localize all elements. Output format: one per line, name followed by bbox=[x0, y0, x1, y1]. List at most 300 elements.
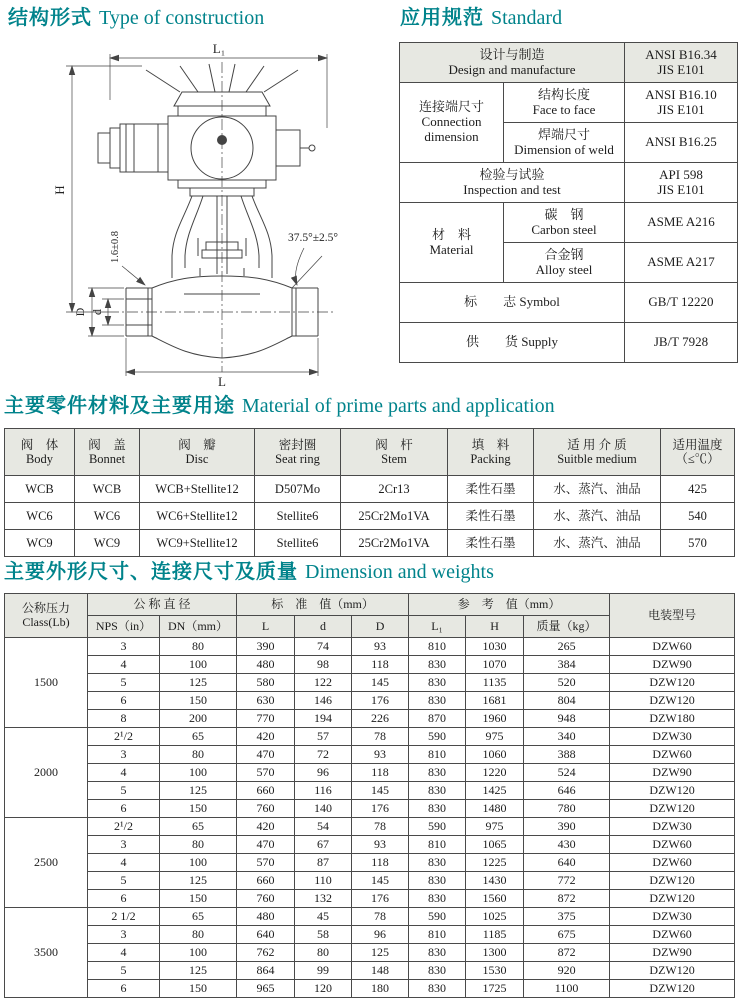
dim-cell: 1300 bbox=[466, 944, 524, 962]
dim-cell: 660 bbox=[237, 782, 295, 800]
dim-cell: 1480 bbox=[466, 800, 524, 818]
material-table bbox=[4, 428, 735, 557]
dim-cell: 975 bbox=[466, 728, 524, 746]
electric-actuator bbox=[158, 106, 315, 180]
std-inspection-value: API 598 JIS E101 bbox=[625, 163, 738, 203]
construction-section-title bbox=[8, 8, 264, 28]
dim-cell: 125 bbox=[160, 674, 237, 692]
dim-class-cell: 2000 bbox=[5, 728, 88, 818]
dim-cell: 640 bbox=[237, 926, 295, 944]
mat-cell: WCB bbox=[5, 476, 75, 503]
mat-header-bonnet: 阀 盖 Bonnet bbox=[75, 429, 140, 476]
material-title-zh: 主要零件材料及主要用途 bbox=[4, 395, 235, 417]
mat-cell: Stellite6 bbox=[255, 530, 341, 557]
dim-label-bevel-angle: 37.5°±2.5° bbox=[287, 232, 339, 244]
dimension-title-zh: 主要外形尺寸、连接尺寸及质量 bbox=[4, 561, 298, 583]
dimension-row bbox=[5, 926, 735, 944]
dim-cell: 810 bbox=[409, 746, 466, 764]
dim-cell: 8 bbox=[88, 710, 160, 728]
dim-cell: 78 bbox=[352, 818, 409, 836]
mat-header-body: 阀 体 Body bbox=[5, 429, 75, 476]
dim-cell: 100 bbox=[160, 656, 237, 674]
dim-header-actuator-model: 电装型号 bbox=[610, 594, 735, 638]
dim-cell: 87 bbox=[295, 854, 352, 872]
dimension-row bbox=[5, 674, 735, 692]
std-carbon-value: ASME A216 bbox=[625, 203, 738, 243]
std-inspection-label: 检验与试验 Inspection and test bbox=[400, 163, 625, 203]
dim-cell: 4 bbox=[88, 656, 160, 674]
mat-cell: WC9 bbox=[75, 530, 140, 557]
dimension-header-row bbox=[5, 594, 735, 616]
dim-cell: 148 bbox=[352, 962, 409, 980]
dimension-row bbox=[5, 872, 735, 890]
dim-cell: 80 bbox=[160, 926, 237, 944]
dim-cell: 520 bbox=[524, 674, 610, 692]
dim-cell: 675 bbox=[524, 926, 610, 944]
dimension-title-en: Dimension and weights bbox=[305, 561, 494, 583]
dim-cell: DZW60 bbox=[610, 854, 735, 872]
mat-cell: 2Cr13 bbox=[341, 476, 448, 503]
dim-cell: 1025 bbox=[466, 908, 524, 926]
dim-cell: 118 bbox=[352, 656, 409, 674]
mat-cell: WC6+Stellite12 bbox=[140, 503, 255, 530]
dim-cell: DZW60 bbox=[610, 926, 735, 944]
dim-cell: 1725 bbox=[466, 980, 524, 998]
dimension-row bbox=[5, 944, 735, 962]
dim-cell: 176 bbox=[352, 692, 409, 710]
mat-cell: WCB bbox=[75, 476, 140, 503]
dimension-row bbox=[5, 782, 735, 800]
table-row bbox=[400, 283, 738, 323]
dim-cell: 388 bbox=[524, 746, 610, 764]
table-row bbox=[400, 43, 738, 83]
dim-cell: DZW30 bbox=[610, 908, 735, 926]
dim-cell: 570 bbox=[237, 764, 295, 782]
dim-cell: 872 bbox=[524, 944, 610, 962]
std-design-label: 设计与制造 Design and manufacture bbox=[400, 43, 625, 83]
dim-cell: 5 bbox=[88, 872, 160, 890]
dim-header-D: D bbox=[352, 616, 409, 638]
dim-cell: 150 bbox=[160, 890, 237, 908]
dim-cell: 1070 bbox=[466, 656, 524, 674]
dim-cell: 120 bbox=[295, 980, 352, 998]
dim-cell: 1030 bbox=[466, 638, 524, 656]
dim-cell: 830 bbox=[409, 854, 466, 872]
dimension-row bbox=[5, 836, 735, 854]
mat-cell: Stellite6 bbox=[255, 503, 341, 530]
dim-cell: 830 bbox=[409, 980, 466, 998]
dim-cell: 6 bbox=[88, 800, 160, 818]
dim-cell: 3 bbox=[88, 926, 160, 944]
dim-header-class: 公称压力 Class(Lb) bbox=[5, 594, 88, 638]
dim-cell: 5 bbox=[88, 674, 160, 692]
dim-cell: 57 bbox=[295, 728, 352, 746]
material-row bbox=[5, 476, 735, 503]
dimension-row bbox=[5, 962, 735, 980]
dim-cell: 1960 bbox=[466, 710, 524, 728]
dim-cell: 122 bbox=[295, 674, 352, 692]
mat-cell: 柔性石墨 bbox=[448, 503, 534, 530]
dim-cell: DZW120 bbox=[610, 872, 735, 890]
dim-cell: 375 bbox=[524, 908, 610, 926]
dim-cell: 145 bbox=[352, 872, 409, 890]
standard-section-title bbox=[400, 8, 562, 28]
dim-cell: 80 bbox=[160, 836, 237, 854]
mat-cell: WC6 bbox=[75, 503, 140, 530]
dim-cell: 226 bbox=[352, 710, 409, 728]
dim-cell: 118 bbox=[352, 764, 409, 782]
dim-label-l1: L₁ bbox=[212, 41, 226, 56]
dim-cell: 145 bbox=[352, 674, 409, 692]
dim-cell: DZW180 bbox=[610, 710, 735, 728]
dim-cell: 480 bbox=[237, 656, 295, 674]
dimension-section-title bbox=[4, 562, 494, 582]
dim-header-H: H bbox=[466, 616, 524, 638]
mat-cell: WC9 bbox=[5, 530, 75, 557]
dim-cell: 1530 bbox=[466, 962, 524, 980]
dimension-row bbox=[5, 638, 735, 656]
standard-title-en: Standard bbox=[491, 7, 563, 29]
dim-cell: 830 bbox=[409, 764, 466, 782]
dim-cell: 1225 bbox=[466, 854, 524, 872]
dim-header-L: L bbox=[237, 616, 295, 638]
dim-cell: 2¹/2 bbox=[88, 818, 160, 836]
dim-cell: 580 bbox=[237, 674, 295, 692]
dim-cell: 80 bbox=[160, 638, 237, 656]
dim-cell: DZW90 bbox=[610, 656, 735, 674]
dim-cell: 430 bbox=[524, 836, 610, 854]
dim-cell: 1135 bbox=[466, 674, 524, 692]
dimension-row bbox=[5, 908, 735, 926]
dim-cell: 6 bbox=[88, 890, 160, 908]
mat-cell: 柔性石墨 bbox=[448, 476, 534, 503]
dim-label-l: L bbox=[218, 374, 226, 389]
dim-cell: 180 bbox=[352, 980, 409, 998]
material-row bbox=[5, 503, 735, 530]
dim-cell: 830 bbox=[409, 782, 466, 800]
dim-cell: DZW90 bbox=[610, 944, 735, 962]
std-weld-value: ANSI B16.25 bbox=[625, 123, 738, 163]
dim-cell: 646 bbox=[524, 782, 610, 800]
dim-cell: 340 bbox=[524, 728, 610, 746]
dim-cell: 760 bbox=[237, 890, 295, 908]
standard-table bbox=[399, 42, 738, 363]
dim-cell: 265 bbox=[524, 638, 610, 656]
dim-cell: 96 bbox=[352, 926, 409, 944]
dim-cell: 830 bbox=[409, 674, 466, 692]
material-title-en: Material of prime parts and application bbox=[242, 395, 555, 417]
dim-cell: 176 bbox=[352, 800, 409, 818]
mat-cell: WC9+Stellite12 bbox=[140, 530, 255, 557]
dim-label-root-face: 1.6±0.8 bbox=[110, 230, 121, 264]
dim-cell: 830 bbox=[409, 962, 466, 980]
std-alloy-value: ASME A217 bbox=[625, 243, 738, 283]
table-row bbox=[400, 203, 738, 243]
dim-cell: 150 bbox=[160, 800, 237, 818]
table-row bbox=[400, 83, 738, 123]
dim-cell: 67 bbox=[295, 836, 352, 854]
construction-title-zh: 结构形式 bbox=[8, 7, 92, 29]
dim-header-L1: L₁ bbox=[409, 616, 466, 638]
mat-cell: D507Mo bbox=[255, 476, 341, 503]
dim-cell: 80 bbox=[160, 746, 237, 764]
dim-cell: 6 bbox=[88, 692, 160, 710]
dim-cell: DZW60 bbox=[610, 836, 735, 854]
dim-cell: DZW30 bbox=[610, 818, 735, 836]
std-supply-label: 供 货 Supply bbox=[400, 323, 625, 363]
dimension-row bbox=[5, 728, 735, 746]
dim-cell: 150 bbox=[160, 692, 237, 710]
std-connection-label: 连接端尺寸 Connection dimension bbox=[400, 83, 504, 163]
dim-cell: 524 bbox=[524, 764, 610, 782]
dim-cell: 480 bbox=[237, 908, 295, 926]
dim-cell: 975 bbox=[466, 818, 524, 836]
dim-cell: 78 bbox=[352, 728, 409, 746]
dim-cell: DZW120 bbox=[610, 962, 735, 980]
dimension-row bbox=[5, 710, 735, 728]
mat-cell: 水、蒸汽、油品 bbox=[534, 530, 661, 557]
dim-cell: DZW30 bbox=[610, 728, 735, 746]
dimension-row bbox=[5, 746, 735, 764]
material-header-row bbox=[5, 429, 735, 476]
dim-cell: 872 bbox=[524, 890, 610, 908]
dimension-row bbox=[5, 656, 735, 674]
dim-cell: 125 bbox=[160, 962, 237, 980]
dim-cell: 72 bbox=[295, 746, 352, 764]
dim-cell: 4 bbox=[88, 944, 160, 962]
motor bbox=[98, 124, 158, 172]
mat-header-packing: 填 料 Packing bbox=[448, 429, 534, 476]
mat-cell: 425 bbox=[661, 476, 735, 503]
dim-cell: DZW120 bbox=[610, 692, 735, 710]
dim-cell: 65 bbox=[160, 728, 237, 746]
dim-cell: 65 bbox=[160, 818, 237, 836]
mat-cell: 540 bbox=[661, 503, 735, 530]
dim-cell: 65 bbox=[160, 908, 237, 926]
dim-cell: 770 bbox=[237, 710, 295, 728]
dim-cell: 762 bbox=[237, 944, 295, 962]
dim-cell: 780 bbox=[524, 800, 610, 818]
dim-cell: 804 bbox=[524, 692, 610, 710]
dim-cell: 830 bbox=[409, 944, 466, 962]
dim-cell: 98 bbox=[295, 656, 352, 674]
dim-cell: 118 bbox=[352, 854, 409, 872]
dim-header-reference-group: 参 考 值（mm） bbox=[409, 594, 610, 616]
std-weld-label: 焊端尺寸 Dimension of weld bbox=[504, 123, 625, 163]
dim-cell: DZW120 bbox=[610, 890, 735, 908]
dim-cell: 45 bbox=[295, 908, 352, 926]
dim-cell: 1425 bbox=[466, 782, 524, 800]
dim-cell: 2 1/2 bbox=[88, 908, 160, 926]
dim-cell: 125 bbox=[160, 872, 237, 890]
dim-cell: 3 bbox=[88, 638, 160, 656]
dim-cell: 1060 bbox=[466, 746, 524, 764]
dim-cell: 176 bbox=[352, 890, 409, 908]
dim-cell: 864 bbox=[237, 962, 295, 980]
dim-header-d: d bbox=[295, 616, 352, 638]
std-alloy-label: 合金钢 Alloy steel bbox=[504, 243, 625, 283]
dim-cell: 54 bbox=[295, 818, 352, 836]
std-carbon-label: 碳 钢 Carbon steel bbox=[504, 203, 625, 243]
dim-cell: 1100 bbox=[524, 980, 610, 998]
dimension-row bbox=[5, 800, 735, 818]
dim-cell: 93 bbox=[352, 746, 409, 764]
mat-header-temperature: 适用温度 （≤℃） bbox=[661, 429, 735, 476]
std-material-label: 材 料 Material bbox=[400, 203, 504, 283]
std-face-label: 结构长度 Face to face bbox=[504, 83, 625, 123]
valve-construction-drawing bbox=[22, 40, 372, 390]
dim-cell: 100 bbox=[160, 764, 237, 782]
dim-cell: DZW120 bbox=[610, 674, 735, 692]
dim-cell: 1220 bbox=[466, 764, 524, 782]
mat-header-stem: 阀 杆 Stem bbox=[341, 429, 448, 476]
dim-cell: 146 bbox=[295, 692, 352, 710]
mat-cell: 570 bbox=[661, 530, 735, 557]
dim-cell: 384 bbox=[524, 656, 610, 674]
dim-cell: 4 bbox=[88, 854, 160, 872]
dim-cell: 145 bbox=[352, 782, 409, 800]
dim-cell: 150 bbox=[160, 980, 237, 998]
dim-cell: 1185 bbox=[466, 926, 524, 944]
dim-cell: 110 bbox=[295, 872, 352, 890]
dim-cell: 96 bbox=[295, 764, 352, 782]
dim-header-nps: NPS（in） bbox=[88, 616, 160, 638]
mat-cell: 水、蒸汽、油品 bbox=[534, 503, 661, 530]
dim-cell: 93 bbox=[352, 836, 409, 854]
dimension-row bbox=[5, 692, 735, 710]
dim-cell: DZW60 bbox=[610, 638, 735, 656]
dim-cell: DZW90 bbox=[610, 764, 735, 782]
dim-cell: 830 bbox=[409, 800, 466, 818]
mat-header-seat-ring: 密封圈 Seat ring bbox=[255, 429, 341, 476]
dim-cell: 948 bbox=[524, 710, 610, 728]
mat-cell: 水、蒸汽、油品 bbox=[534, 476, 661, 503]
dim-cell: 570 bbox=[237, 854, 295, 872]
dim-cell: 100 bbox=[160, 944, 237, 962]
std-symbol-value: GB/T 12220 bbox=[625, 283, 738, 323]
dim-cell: 920 bbox=[524, 962, 610, 980]
dim-cell: 194 bbox=[295, 710, 352, 728]
dimension-row bbox=[5, 890, 735, 908]
dim-cell: 1560 bbox=[466, 890, 524, 908]
dim-cell: 78 bbox=[352, 908, 409, 926]
dim-cell: 99 bbox=[295, 962, 352, 980]
dim-cell: 660 bbox=[237, 872, 295, 890]
std-design-value: ANSI B16.34 JIS E101 bbox=[625, 43, 738, 83]
dim-cell: 965 bbox=[237, 980, 295, 998]
dim-label-h: H bbox=[52, 185, 67, 195]
dimension-row bbox=[5, 980, 735, 998]
dimension-table bbox=[4, 593, 735, 998]
dim-cell: 1065 bbox=[466, 836, 524, 854]
mat-header-disc: 阀 瓣 Disc bbox=[140, 429, 255, 476]
dim-cell: 5 bbox=[88, 962, 160, 980]
dim-class-cell: 2500 bbox=[5, 818, 88, 908]
material-row bbox=[5, 530, 735, 557]
dim-cell: 6 bbox=[88, 980, 160, 998]
dim-cell: 140 bbox=[295, 800, 352, 818]
dim-cell: 58 bbox=[295, 926, 352, 944]
dim-cell: 116 bbox=[295, 782, 352, 800]
dim-cell: DZW120 bbox=[610, 980, 735, 998]
dim-class-cell: 1500 bbox=[5, 638, 88, 728]
dim-cell: 760 bbox=[237, 800, 295, 818]
dim-cell: 2¹/2 bbox=[88, 728, 160, 746]
construction-title-en: Type of construction bbox=[99, 7, 265, 29]
dim-cell: 830 bbox=[409, 872, 466, 890]
dim-cell: 470 bbox=[237, 836, 295, 854]
std-supply-value: JB/T 7928 bbox=[625, 323, 738, 363]
dim-cell: 3 bbox=[88, 836, 160, 854]
dimension-row bbox=[5, 818, 735, 836]
table-row bbox=[400, 163, 738, 203]
std-symbol-label: 标 志 Symbol bbox=[400, 283, 625, 323]
dimension-row bbox=[5, 764, 735, 782]
dim-cell: 640 bbox=[524, 854, 610, 872]
dim-label-d: d bbox=[90, 309, 104, 315]
dim-cell: 93 bbox=[352, 638, 409, 656]
dim-cell: DZW120 bbox=[610, 800, 735, 818]
dim-label-D: D bbox=[73, 307, 87, 317]
dim-header-weight: 质量（kg） bbox=[524, 616, 610, 638]
material-section-title bbox=[4, 396, 555, 416]
dim-cell: 80 bbox=[295, 944, 352, 962]
dim-cell: 630 bbox=[237, 692, 295, 710]
mat-cell: 25Cr2Mo1VA bbox=[341, 530, 448, 557]
dim-cell: 772 bbox=[524, 872, 610, 890]
dim-cell: DZW60 bbox=[610, 746, 735, 764]
dim-cell: 810 bbox=[409, 836, 466, 854]
dim-cell: 200 bbox=[160, 710, 237, 728]
dim-cell: 1430 bbox=[466, 872, 524, 890]
dim-cell: 5 bbox=[88, 782, 160, 800]
dim-cell: 810 bbox=[409, 638, 466, 656]
dim-cell: 125 bbox=[352, 944, 409, 962]
dim-cell: 390 bbox=[524, 818, 610, 836]
dim-cell: 100 bbox=[160, 854, 237, 872]
dim-header-dn: DN（mm） bbox=[160, 616, 237, 638]
dim-cell: 830 bbox=[409, 692, 466, 710]
dim-cell: 420 bbox=[237, 728, 295, 746]
standard-title-zh: 应用规范 bbox=[400, 7, 484, 29]
dim-cell: 74 bbox=[295, 638, 352, 656]
dim-cell: 830 bbox=[409, 890, 466, 908]
dim-cell: DZW120 bbox=[610, 782, 735, 800]
dim-header-standard-group: 标 准 值（mm） bbox=[237, 594, 409, 616]
dim-cell: 810 bbox=[409, 926, 466, 944]
dim-cell: 1681 bbox=[466, 692, 524, 710]
dim-cell: 870 bbox=[409, 710, 466, 728]
dim-cell: 132 bbox=[295, 890, 352, 908]
dim-cell: 390 bbox=[237, 638, 295, 656]
dim-class-cell: 3500 bbox=[5, 908, 88, 998]
dim-cell: 590 bbox=[409, 908, 466, 926]
mat-cell: 25Cr2Mo1VA bbox=[341, 503, 448, 530]
dim-cell: 830 bbox=[409, 656, 466, 674]
dim-cell: 420 bbox=[237, 818, 295, 836]
table-row bbox=[400, 323, 738, 363]
dim-cell: 4 bbox=[88, 764, 160, 782]
dim-header-dn-group: 公 称 直 径 bbox=[88, 594, 237, 616]
dim-cell: 125 bbox=[160, 782, 237, 800]
mat-cell: 柔性石墨 bbox=[448, 530, 534, 557]
dim-cell: 590 bbox=[409, 728, 466, 746]
mat-cell: WC6 bbox=[5, 503, 75, 530]
mat-cell: WCB+Stellite12 bbox=[140, 476, 255, 503]
std-face-value: ANSI B16.10 JIS E101 bbox=[625, 83, 738, 123]
dim-cell: 470 bbox=[237, 746, 295, 764]
dim-cell: 3 bbox=[88, 746, 160, 764]
